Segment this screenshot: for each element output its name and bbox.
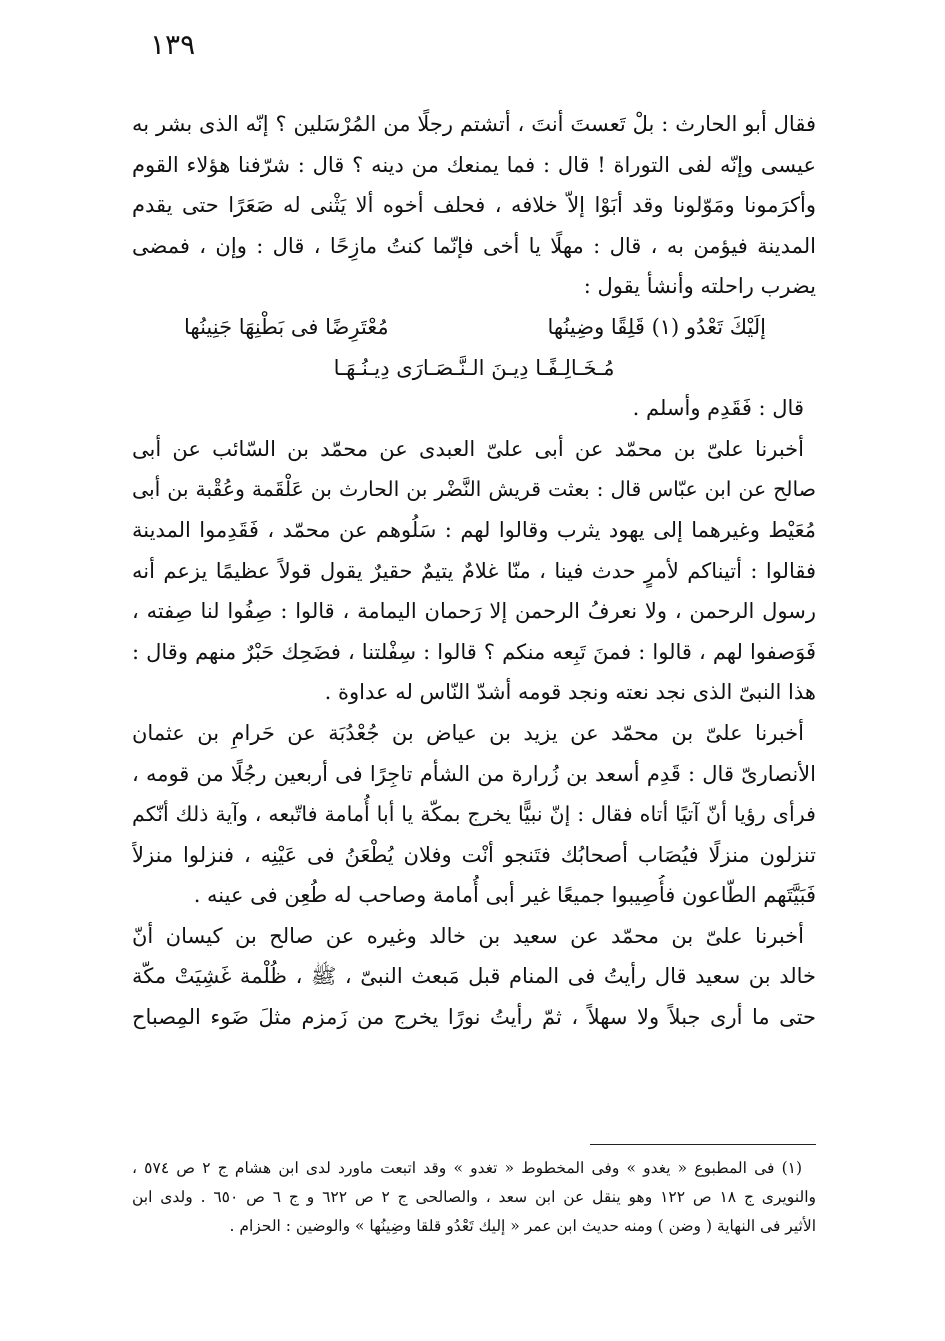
footnote-line: والنويرى ج ١٨ ص ١٢٢ وهو ينقل عن ابن سعد ، والصالحى ج ٢ ص ٦٢٢ و ج ٦ ص ٦٥٠ . ولدى ابن xyxy=(132,1188,816,1206)
text-line: خالد بن سعيد قال رأيتُ فى المنام قبل مَبعث النبىّ ، ﷺ ، ظُلْمة غَشِيَتْ مكّة xyxy=(132,964,816,989)
paragraph xyxy=(132,713,816,916)
verse-hemistich: مُعْتَرِضًا فى بَطْنِهَا جَنِينُها xyxy=(184,314,389,339)
text-line: تنزلون منزلًا فيُصَاب أصحابُك فتَنجو أنْت وفلان يُطْعَنُ فى عَيْنِه ، فنزلوا منزلاً xyxy=(132,842,816,867)
text-line: المدينة فيؤمن به ، قال : مهلًا يا أخى فإنّما كنتُ مازِحًا ، قال : وإن ، فمضى xyxy=(132,233,816,258)
text-line: الأنصارىّ قال : قَدِم أسعد بن زُرارة من الشأم تاجِرًا فى أربعين رجُلًا من قومه ، xyxy=(132,761,816,786)
verse-hemistich: إلَيْكَ تَعْدُو (١) قَلِقًا وضِينُها xyxy=(547,314,766,339)
verse-hemistich: مُـخَـالِـفًـا دِيـنَ الـنَّـصَـارَى دِيـنُـهَـا xyxy=(333,355,615,380)
text-line: رسول الرحمن ، ولا نعرفُ الرحمن إلا رَحمان اليمامة ، قالوا : صِفُوا لنا صِفته ، xyxy=(132,599,816,624)
text-line: أخبرنا علىّ بن محمّد عن أبى علىّ العبدى عن محمّد بن السّائب عن أبى xyxy=(132,436,804,461)
paragraph xyxy=(132,916,816,1038)
footnote-line: (١) فى المطبوع « يغدو » وفى المخطوط « تغدو » وقد اتبعت ماورد لدى ابن هشام ج ٢ ص ٥٧٤ ، xyxy=(132,1159,803,1177)
text-line: يضرب راحلته وأنشأ يقول : xyxy=(583,274,816,299)
verse-line xyxy=(132,348,816,389)
paragraph xyxy=(132,429,816,713)
main-text xyxy=(132,104,816,1038)
text-line: وأكرَمونا ومَوّلونا وقد أبَوْا إلاّ خلافه ، فحلف أخوه ألا يَثْنى له صَعَرًا حتى يقدم xyxy=(132,193,816,218)
text-line: أخبرنا علىّ بن محمّد عن يزيد بن عياض بن جُعْدُبَة عن حَرامِ بن عثمان xyxy=(132,720,804,745)
footnote-line: الأثير فى النهاية ( وضن ) ومنه حديث ابن عمر « إليك تَعْدُو قلقا وضِينُها » والوضين : الحزام . xyxy=(229,1217,816,1235)
footnotes xyxy=(132,1154,816,1241)
text-line: مُعَيْط وغيرهما إلى يهود يثرب وقالوا لهم : سَلُوهم عن محمّد ، فَقَدِموا المدينة xyxy=(132,517,816,542)
text-line: فقال أبو الحارث : بلْ تَعستَ أنتَ ، أتشتم رجلًا من المُرْسَلين ؟ إنّه الذى بشر به xyxy=(132,112,816,136)
text-line: قال : فَقَدِم وأسلم . xyxy=(632,396,804,421)
text-line: صالح عن ابن عبّاس قال : بعثت قريش النَّضْر بن الحارث بن عَلْقَمة وعُقْبة بن أبى xyxy=(132,477,816,502)
text-line: فرأى رؤيا أنّ آتيًا أتاه فقال : إنّ نبيًّا يخرج بمكّة يا أبا أُمامة فاتّبعه ، وآية ذلك أنّكم xyxy=(132,802,816,827)
page-number: ١٣٩ xyxy=(150,28,196,61)
text-line: فَوَصفوا لهم ، قالوا : فمنَ تَبِعه منكم ؟ قالوا : سِفْلتنا ، فضَحِك حَبْرٌ منهم وقال : xyxy=(132,639,816,664)
paragraph xyxy=(132,104,816,307)
footnote-separator xyxy=(590,1144,816,1145)
text-line: عيسى وإنّه لفى التوراة ! قال : فما يمنعك من دينه ؟ قال : شرّفنا هؤلاء القوم xyxy=(132,152,816,177)
verse-line xyxy=(132,307,816,348)
text-line: فَبَيَّتَهم الطّاعون فأُصِيبوا جميعًا غير أبى أُمامة وصاحب له طُعِن فى عينه . xyxy=(193,883,816,908)
paragraph xyxy=(132,388,816,429)
poem-verse xyxy=(132,307,816,388)
text-line: أخبرنا علىّ بن محمّد عن سعيد بن خالد وغيره عن صالح بن كيسان أنّ xyxy=(132,923,804,948)
text-line: هذا النبىّ الذى نجد نعته ونجد قومه أشدّ النّاس له عداوة . xyxy=(324,680,816,705)
text-line: فقالوا : أتيناكم لأمرٍ حدث فينا ، منّا غلامٌ يتيمٌ حقيرٌ يقول قولاً عظيمًا يزعم أنه xyxy=(132,558,816,583)
text-line: حتى ما أرى جبلاً ولا سهلاً ، ثمّ رأيتُ نورًا يخرج من زَمزم مثلَ ضَوء المِصباح xyxy=(132,1005,816,1030)
